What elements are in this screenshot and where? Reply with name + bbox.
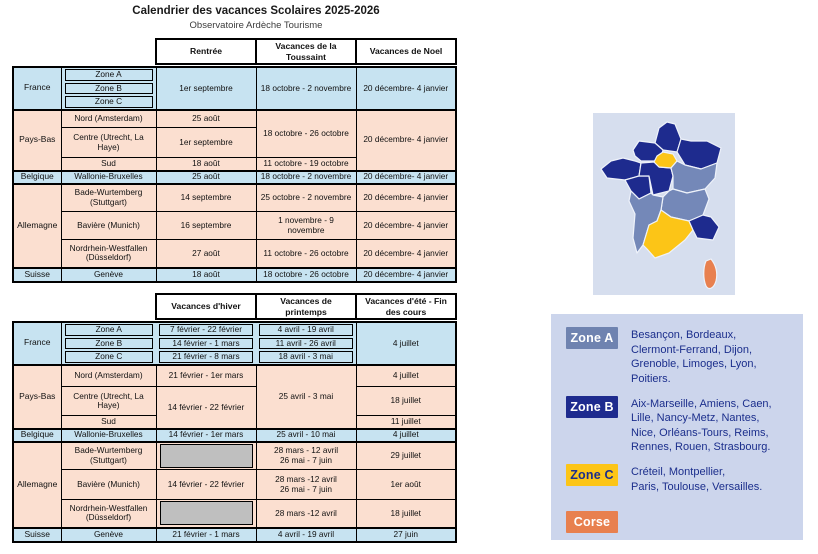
legend-row-corse — [566, 511, 793, 533]
country-cell: Belgique — [13, 429, 61, 442]
table-cell: 28 mars - 12 avril 26 mai - 7 juin — [256, 442, 356, 470]
table-cell: 20 décembre- 4 janvier — [356, 184, 456, 212]
map-region-provence-alpes-cote-d-azur — [689, 215, 719, 240]
region-cell: Nordrhein-Westfallen (Düsseldorf) — [61, 500, 156, 528]
table-cell: 16 septembre — [156, 212, 256, 240]
table-cell: 20 décembre- 4 janvier — [356, 110, 456, 171]
vacations-table-autumn-winter — [12, 38, 462, 283]
table-cell: 18 août — [156, 268, 256, 282]
table-cell: 25 avril - 10 mai — [256, 429, 356, 442]
country-cell: Suisse — [13, 268, 61, 282]
column-header: Vacances de Noel — [355, 38, 457, 65]
table-cell: 20 décembre- 4 janvier — [356, 240, 456, 268]
legend-row-zone-a — [566, 327, 793, 387]
column-header: Vacances d'été - Fin des cours — [355, 293, 457, 320]
zone-c-badge: Zone C — [566, 464, 618, 486]
zone-a-badge: Zone A — [566, 327, 618, 349]
region-cell: Sud — [61, 158, 156, 171]
column-header: Vacances d'hiver — [155, 293, 257, 320]
table-cell: 1er août — [356, 470, 456, 500]
table-cell: 18 octobre - 26 octobre — [256, 268, 356, 282]
table-cell: 27 août — [156, 240, 256, 268]
france-zones-map — [593, 113, 735, 295]
region-cell: Bade-Wurtemberg (Stuttgart) — [61, 442, 156, 470]
region-cell: Nord (Amsterdam) — [61, 110, 156, 128]
table-cell — [156, 500, 256, 528]
table-cell: 20 décembre- 4 janvier — [356, 212, 456, 240]
region-cell: Zone A — [61, 322, 156, 337]
table-cell: 18 octobre - 2 novembre — [256, 67, 356, 110]
table-cell: 20 décembre- 4 janvier — [356, 67, 456, 110]
region-cell: Zone B — [61, 82, 156, 96]
region-cell: Nord (Amsterdam) — [61, 365, 156, 387]
table-cell: 1er septembre — [156, 128, 256, 158]
country-cell: Allemagne — [13, 184, 61, 268]
table-cell: 14 février - 22 février — [156, 470, 256, 500]
country-group-pays-bas — [12, 364, 457, 430]
region-cell: Sud — [61, 416, 156, 429]
country-cell: Pays-Bas — [13, 365, 61, 429]
region-cell: Zone C — [61, 95, 156, 110]
country-cell: Suisse — [13, 528, 61, 542]
table-header-row — [155, 38, 457, 65]
region-cell: Centre (Utrecht, La Haye) — [61, 387, 156, 416]
table-cell: 25 août — [156, 171, 256, 184]
table-cell: 28 mars -12 avril 26 mai - 7 juin — [256, 470, 356, 500]
table-cell: 27 juin — [356, 528, 456, 542]
table-cell: 18 juillet — [356, 387, 456, 416]
country-cell: France — [13, 322, 61, 365]
table-cell: 14 septembre — [156, 184, 256, 212]
table-cell: 29 juillet — [356, 442, 456, 470]
table-cell: 20 décembre- 4 janvier — [356, 171, 456, 184]
table-cell: 18 avril - 3 mai — [256, 350, 356, 365]
table-cell: 1er septembre — [156, 67, 256, 110]
region-cell: Zone A — [61, 67, 156, 82]
page-title: Calendrier des vacances Scolaires 2025-2026 — [132, 5, 380, 17]
table-cell: 21 février - 1 mars — [156, 528, 256, 542]
country-group-france — [12, 321, 457, 366]
table-cell: 4 juillet — [356, 365, 456, 387]
region-cell: Wallonie-Bruxelles — [61, 429, 156, 442]
country-group-allemagne — [12, 183, 457, 269]
table-cell: 20 décembre- 4 janvier — [356, 268, 456, 282]
zones-legend — [551, 314, 803, 540]
table-cell: 18 octobre - 26 octobre — [256, 110, 356, 158]
table-cell: 18 août — [156, 158, 256, 171]
table-cell: 4 juillet — [356, 429, 456, 442]
legend-cities: Aix-Marseille, Amiens, Caen, Lille, Nancy-Metz, Nantes, Nice, Orléans-Tours, Reims, Rennes, Rouen, Strasbourg. — [631, 397, 772, 454]
region-cell: Genève — [61, 528, 156, 542]
region-cell: Centre (Utrecht, La Haye) — [61, 128, 156, 158]
country-group-allemagne — [12, 441, 457, 529]
country-group-pays-bas — [12, 109, 457, 172]
legend-row-zone-c — [566, 464, 793, 494]
table-header-row — [155, 293, 457, 320]
table-cell: 11 octobre - 19 octobre — [256, 158, 356, 171]
region-cell: Zone B — [61, 337, 156, 351]
region-cell: Nordrhein-Westfallen (Düsseldorf) — [61, 240, 156, 268]
legend-cities: Besançon, Bordeaux, Clermont-Ferrand, Dijon, Grenoble, Limoges, Lyon, Poitiers. — [631, 329, 757, 385]
legend-row-zone-b — [566, 396, 793, 456]
vacations-table-spring-summer — [12, 293, 462, 543]
table-cell: 11 avril - 26 avril — [256, 337, 356, 351]
map-region-corse — [704, 259, 717, 288]
table-cell: 11 octobre - 26 octobre — [256, 240, 356, 268]
table-cell: 21 février - 1er mars — [156, 365, 256, 387]
country-group-suisse — [12, 527, 457, 543]
table-cell: 1 novembre - 9 novembre — [256, 212, 356, 240]
column-header: Rentrée — [155, 38, 257, 65]
table-cell: 7 février - 22 février — [156, 322, 256, 337]
table-cell: 18 octobre - 2 novembre — [256, 171, 356, 184]
column-header: Vacances de printemps — [255, 293, 357, 320]
page-subtitle: Observatoire Ardèche Tourisme — [189, 20, 323, 31]
country-group-suisse — [12, 267, 457, 283]
region-cell: Genève — [61, 268, 156, 282]
column-header: Vacances de la Toussaint — [255, 38, 357, 65]
table-cell: 25 avril - 3 mai — [256, 365, 356, 429]
table-cell: 11 juillet — [356, 416, 456, 429]
country-cell: Belgique — [13, 171, 61, 184]
table-cell: 14 février - 1er mars — [156, 429, 256, 442]
table-cell: 25 octobre - 2 novembre — [256, 184, 356, 212]
table-cell: 14 février - 22 février — [156, 387, 256, 429]
table-cell: 21 février - 8 mars — [156, 350, 256, 365]
region-cell: Zone C — [61, 350, 156, 365]
legend-cities: Créteil, Montpellier, Paris, Toulouse, Versailles. — [631, 466, 763, 493]
region-cell: Bavière (Munich) — [61, 470, 156, 500]
table-cell: 4 avril - 19 avril — [256, 528, 356, 542]
corse-badge: Corse — [566, 511, 618, 533]
table-cell: 4 juillet — [356, 322, 456, 365]
table-cell: 25 août — [156, 110, 256, 128]
table-cell — [156, 442, 256, 470]
region-cell: Bavière (Munich) — [61, 212, 156, 240]
region-cell: Wallonie-Bruxelles — [61, 171, 156, 184]
region-cell: Bade-Wurtemberg (Stuttgart) — [61, 184, 156, 212]
country-cell: France — [13, 67, 61, 110]
table-cell: 4 avril - 19 avril — [256, 322, 356, 337]
table-cell: 14 février - 1 mars — [156, 337, 256, 351]
country-group-france — [12, 66, 457, 111]
table-cell: 28 mars -12 avril — [256, 500, 356, 528]
zone-b-badge: Zone B — [566, 396, 618, 418]
country-cell: Pays-Bas — [13, 110, 61, 171]
table-cell: 18 juillet — [356, 500, 456, 528]
country-cell: Allemagne — [13, 442, 61, 528]
